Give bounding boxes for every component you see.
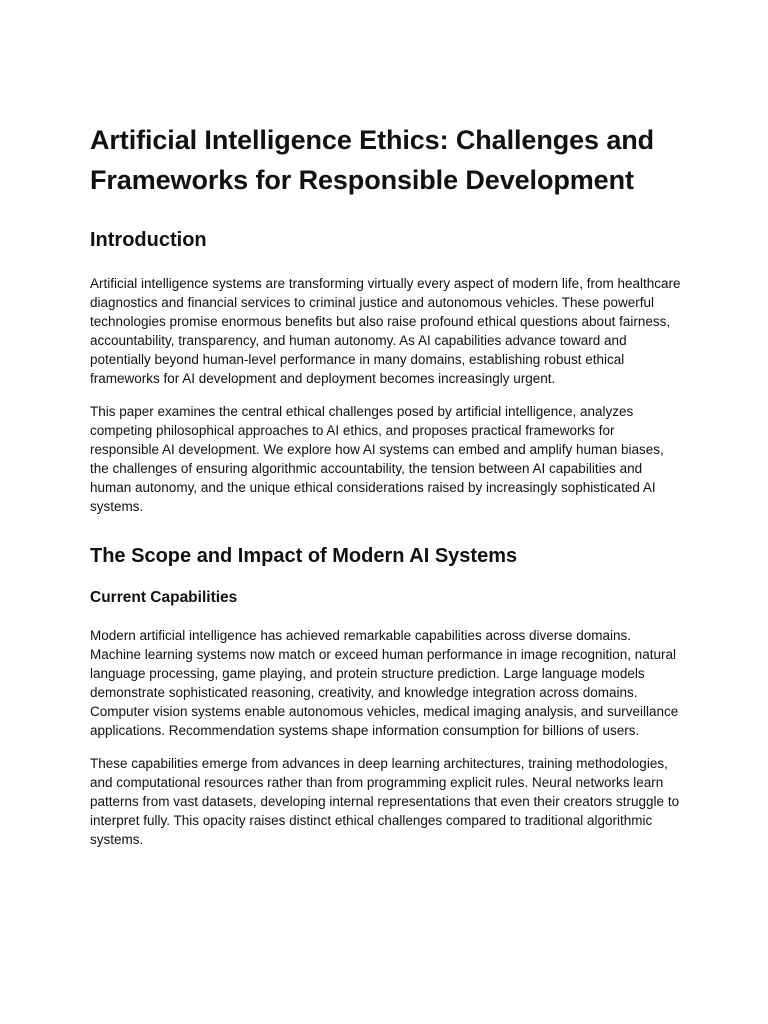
intro-paragraph-2: This paper examines the central ethical challenges posed by artificial intelligence, analyzes competing philosophical approaches to AI ethics, and proposes practical frameworks for responsible AI development. We explore how AI systems can embed and amplify human biases, the challenges of ensuring algorithmic accountability, the tension between AI capabilities and human autonomy, and the unique ethical considerations raised by increasingly sophisticated AI systems. — [90, 404, 664, 514]
document-page — [90, 120, 682, 849]
intro-paragraph-1: Artificial intelligence systems are transforming virtually every aspect of modern life, from healthcare diagnostics and financial services to criminal justice and autonomous vehicles. These powerful technologies promise enormous benefits but also raise profound ethical questions about fairness, accountability, transparency, and human autonomy. As AI capabilities advance toward and potentially beyond human-level performance in many domains, establishing robust ethical frameworks for AI development and deployment becomes increasingly urgent. — [90, 276, 681, 386]
section-heading-introduction: Introduction — [90, 229, 207, 251]
document-title: Artificial Intelligence Ethics: Challenges and Frameworks for Responsible Development — [90, 125, 655, 195]
subsection-heading-current-capabilities: Current Capabilities — [90, 589, 238, 606]
capabilities-paragraph-1: Modern artificial intelligence has achieved remarkable capabilities across diverse domains. Machine learning systems now match or exceed human performance in image recognition, natural language processing, game playing, and protein structure prediction. Large language models demonstrate sophisticated reasoning, creativity, and knowledge integration across domains. Computer vision systems enable autonomous vehicles, medical imaging analysis, and surveillance applications. Recommendation systems shape information consumption for billions of users. — [90, 628, 679, 738]
capabilities-paragraph-2: These capabilities emerge from advances in deep learning architectures, training methodologies, and computational resources rather than from programming explicit rules. Neural networks learn patterns from vast datasets, developing internal representations that even their creators struggle to interpret fully. This opacity raises distinct ethical challenges compared to traditional algorithmic systems. — [90, 756, 680, 847]
section-heading-scope: The Scope and Impact of Modern AI Systems — [90, 545, 518, 567]
